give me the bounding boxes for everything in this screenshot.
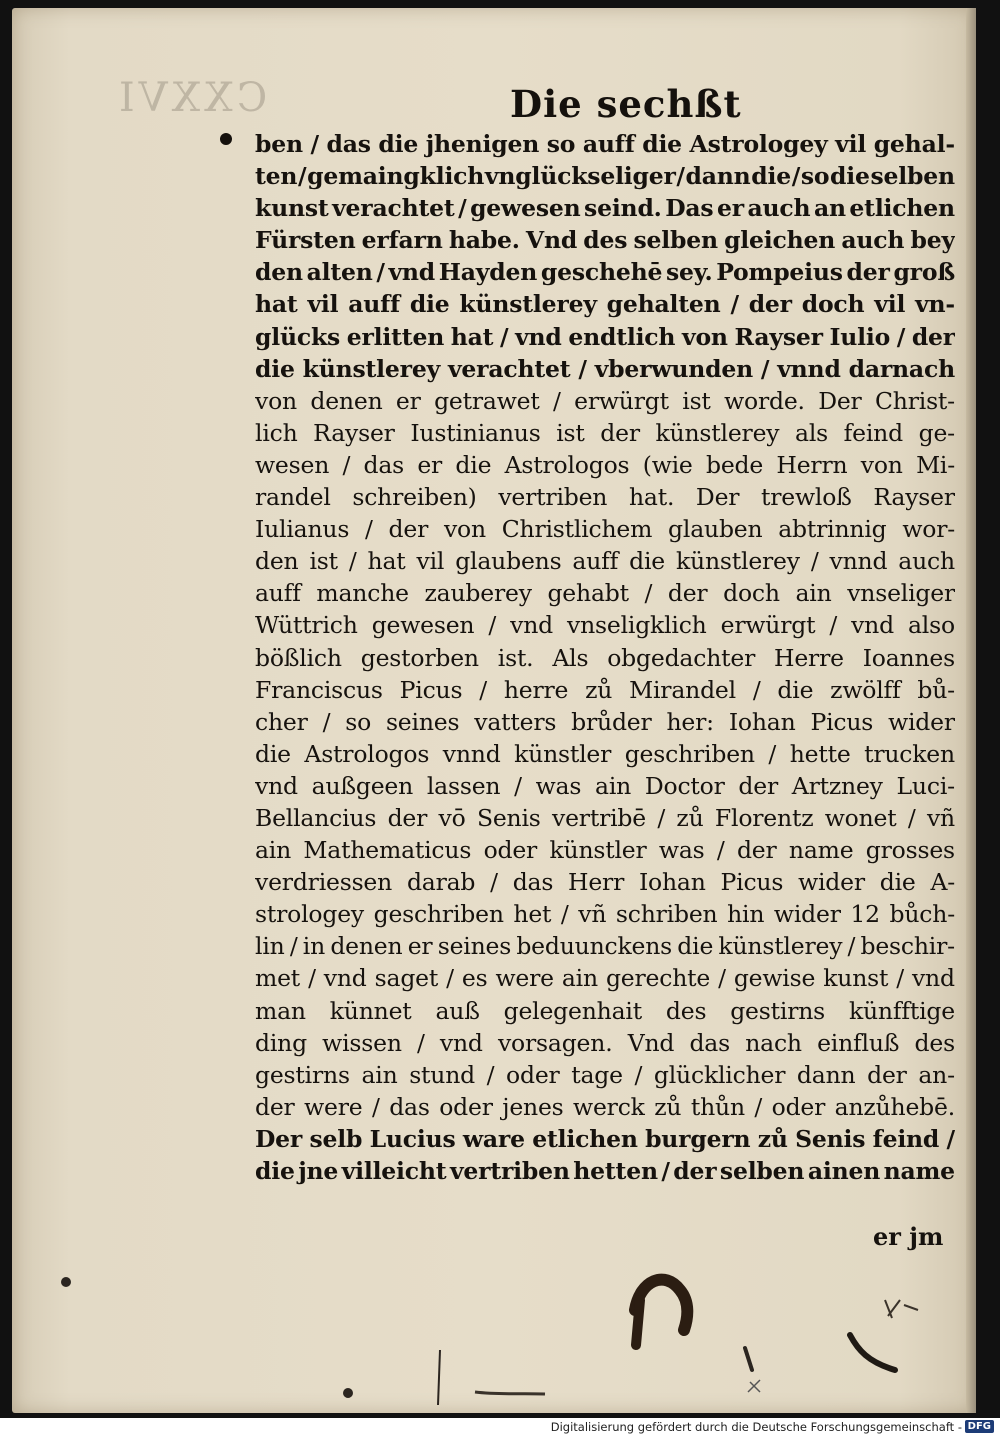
text-line: die jne villeicht vertriben hetten / der selben ainen name	[255, 1157, 955, 1185]
catchword: er jm	[873, 1222, 944, 1251]
text-line: wesen / das er die Astrologos (wie bede Herrn von Mi-	[255, 450, 955, 479]
text-line: auff manche zauberey gehabt / der doch ain vnseliger	[255, 579, 955, 608]
dfg-logo: DFG	[965, 1420, 994, 1433]
text-line: Der selb Lucius ware etlichen burgern zů Senis feind /	[255, 1124, 955, 1153]
text-line: man künnet auß gelegenhait des gestirns künfftige	[255, 996, 955, 1025]
text-line: Iulianus / der von Christlichem glauben abtrinnig wor-	[255, 515, 955, 544]
folio-bleed-through: CXXVI	[115, 75, 268, 121]
text-line: Wüttrich gewesen / vnd vnseligklich erwürgt / vnd also	[255, 611, 955, 640]
text-line: glücks erlitten hat / vnd endtlich von Rayser Iulio / der	[255, 322, 955, 351]
text-line: Bellancius der vō Senis vertribē / zů Florentz wonet / vñ	[255, 803, 955, 832]
text-line: ben / das die jhenigen so auff die Astrologey vil gehal-	[255, 130, 955, 158]
text-line: ten / gemaingklich vnglückseliger / dann die / so die selben	[255, 162, 955, 191]
text-line: Fürsten erfarn habe. Vnd des selben gleichen auch bey	[255, 226, 955, 255]
text-line: den ist / hat vil glaubens auff die künstlerey / vnnd auch	[255, 547, 955, 576]
text-line: randel schreiben) vertriben hat. Der trewloß Rayser	[255, 483, 955, 512]
text-line: lich Rayser Iustinianus ist der künstlerey als feind ge-	[255, 418, 955, 447]
text-line: ain Mathematicus oder künstler was / der name grosses	[255, 836, 955, 865]
text-line: bößlich gestorben ist. Als obgedachter Herre Ioannes	[255, 643, 955, 672]
text-line: hat vil auff die künstlerey gehalten / der doch vil vn-	[255, 290, 955, 319]
footer-credit: Digitalisierung gefördert durch die Deutsche Forschungsgemeinschaft -	[550, 1420, 962, 1434]
text-line: die Astrologos vnnd künstler geschriben / hette trucken	[255, 739, 955, 768]
text-line: Franciscus Picus / herre zů Mirandel / die zwölff bů-	[255, 675, 955, 704]
text-line: lin / in denen er seines beduunckens die künstlerey / beschir-	[255, 932, 955, 961]
text-line: met / vnd saget / es were ain gerechte / gewise kunst / vnd	[255, 964, 955, 993]
footer-bar	[0, 1418, 1000, 1437]
text-line: der were / das oder jenes werck zů thůn / oder anzůhebē.	[255, 1092, 955, 1121]
text-line: den alten / vnd Hayden geschehē sey. Pompeius der groß	[255, 258, 955, 287]
text-line: die künstlerey verachtet / vberwunden / vnnd darnach	[255, 354, 955, 383]
running-header: Die sechßt	[510, 82, 742, 126]
text-line: von denen er getrawet / erwürgt ist worde. Der Christ-	[255, 386, 955, 415]
text-line: cher / so seines vatters brůder her: Iohan Picus wider	[255, 707, 955, 736]
text-line: verdriessen darab / das Herr Iohan Picus wider die A-	[255, 868, 955, 897]
text-line: vnd außgeen lassen / was ain Doctor der Artzney Luci-	[255, 771, 955, 800]
text-line: kunst verachtet / gewesen seind. Das er auch an etlichen	[255, 194, 955, 223]
text-line: ding wissen / vnd vorsagen. Vnd das nach einfluß des	[255, 1028, 955, 1057]
text-line: gestirns ain stund / oder tage / glücklicher dann der an-	[255, 1060, 955, 1089]
text-line: strologey geschriben het / vñ schriben hin wider 12 bůch-	[255, 900, 955, 929]
